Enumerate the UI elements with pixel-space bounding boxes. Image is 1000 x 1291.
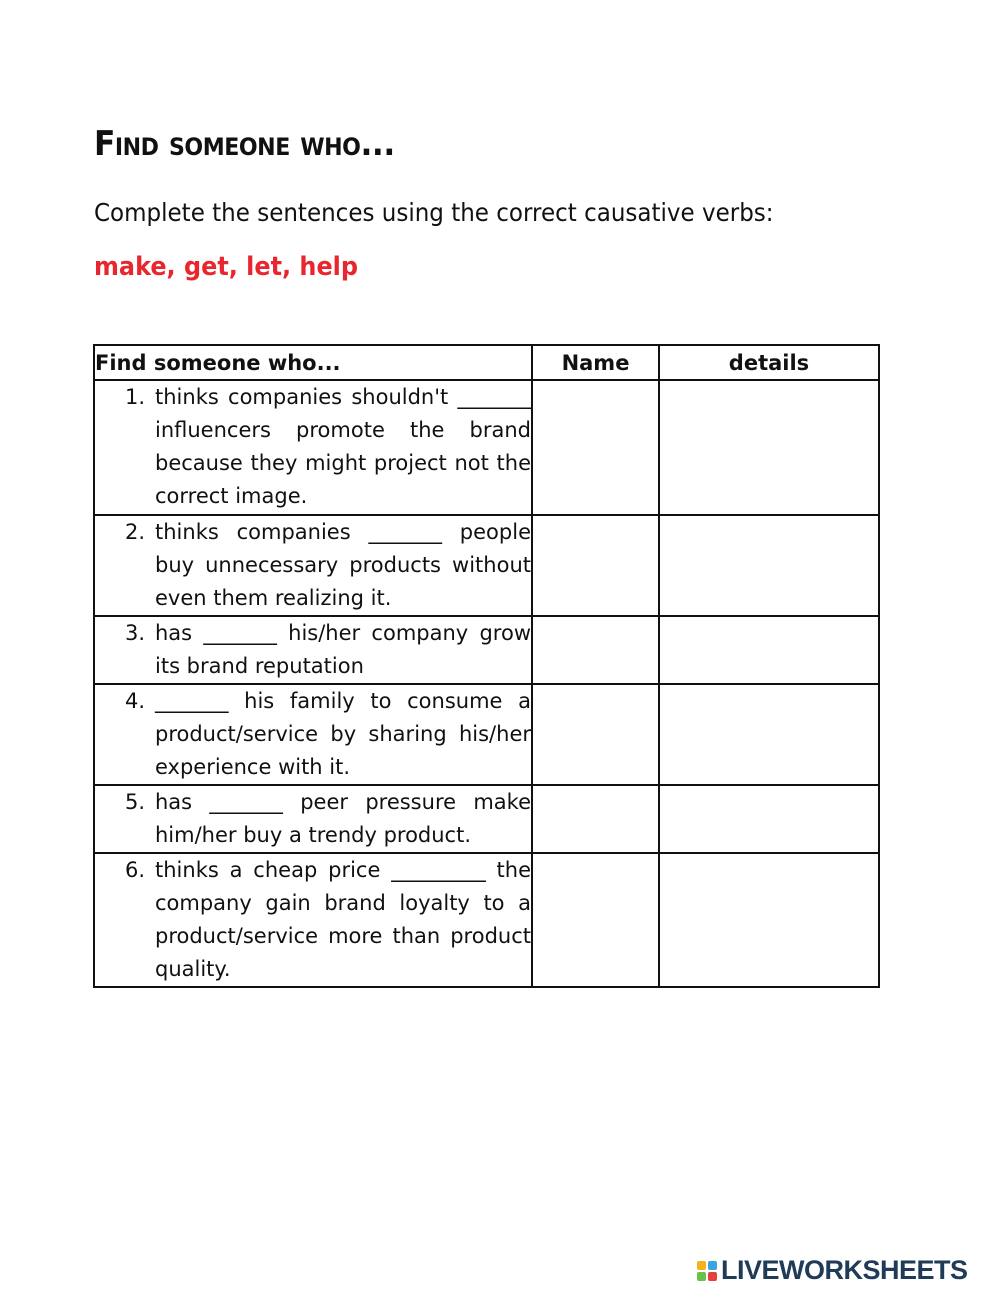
item-text: _______ his family to consume a product/service by sharing his/her experience with it. bbox=[155, 689, 531, 779]
details-cell[interactable] bbox=[659, 853, 879, 987]
table-row bbox=[94, 515, 879, 616]
item-number: 6. bbox=[124, 858, 145, 882]
item-number: 3. bbox=[124, 621, 145, 645]
details-cell[interactable] bbox=[659, 785, 879, 853]
task-cell bbox=[94, 785, 532, 853]
name-cell[interactable] bbox=[532, 853, 659, 987]
task-cell bbox=[94, 684, 532, 785]
header-task: Find someone who... bbox=[94, 345, 532, 380]
table-row bbox=[94, 684, 879, 785]
details-cell[interactable] bbox=[659, 380, 879, 515]
table-row bbox=[94, 380, 879, 515]
details-cell[interactable] bbox=[659, 515, 879, 616]
instruction-text: Complete the sentences using the correct causative verbs: bbox=[94, 198, 774, 227]
table-row bbox=[94, 785, 879, 853]
name-cell[interactable] bbox=[532, 785, 659, 853]
logo-text: LIVEWORKSHEETS bbox=[721, 1255, 968, 1285]
causative-verbs-list: make, get, let, help bbox=[94, 252, 359, 282]
item-number: 2. bbox=[124, 520, 145, 544]
item-text: thinks a cheap price _________ the company gain brand loyalty to a product/service more than product quality. bbox=[155, 858, 531, 981]
task-cell bbox=[94, 853, 532, 987]
item-number: 1. bbox=[124, 385, 145, 409]
find-someone-table bbox=[93, 344, 880, 988]
logo-square bbox=[697, 1272, 706, 1281]
table-header-row bbox=[94, 345, 879, 380]
header-details: details bbox=[659, 345, 879, 380]
task-cell bbox=[94, 380, 532, 515]
task-cell bbox=[94, 616, 532, 684]
item-text: thinks companies shouldn't _______ influencers promote the brand because they might project not the correct image. bbox=[155, 385, 531, 508]
page-title: Find someone who... bbox=[94, 124, 395, 164]
liveworksheets-logo-icon bbox=[697, 1261, 717, 1281]
logo-square bbox=[708, 1272, 717, 1281]
table-row bbox=[94, 616, 879, 684]
name-cell[interactable] bbox=[532, 380, 659, 515]
task-cell bbox=[94, 515, 532, 616]
name-cell[interactable] bbox=[532, 515, 659, 616]
item-number: 4. bbox=[124, 689, 145, 713]
header-name: Name bbox=[532, 345, 659, 380]
item-text: has _______ his/her company grow its brand reputation bbox=[155, 621, 531, 678]
liveworksheets-logo bbox=[697, 1255, 968, 1286]
item-text: has _______ peer pressure make him/her buy a trendy product. bbox=[155, 790, 531, 847]
item-text: thinks companies _______ people buy unnecessary products without even them realizing it. bbox=[155, 520, 531, 610]
logo-square bbox=[708, 1261, 717, 1270]
logo-square bbox=[697, 1261, 706, 1270]
table-row bbox=[94, 853, 879, 987]
item-number: 5. bbox=[124, 790, 145, 814]
details-cell[interactable] bbox=[659, 684, 879, 785]
name-cell[interactable] bbox=[532, 684, 659, 785]
details-cell[interactable] bbox=[659, 616, 879, 684]
name-cell[interactable] bbox=[532, 616, 659, 684]
